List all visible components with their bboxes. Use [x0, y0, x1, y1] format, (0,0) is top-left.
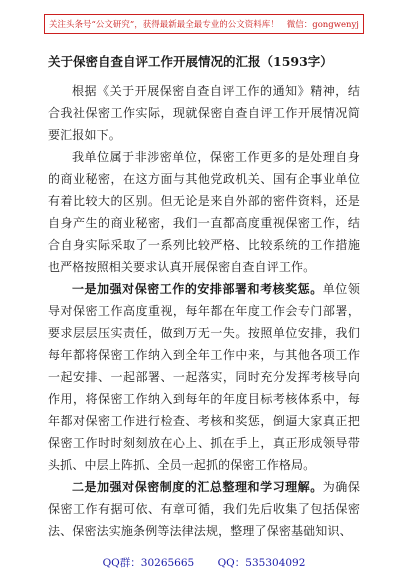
- document-body: [48, 54, 360, 542]
- paragraph-point-1: [48, 278, 360, 476]
- banner-wechat: 微信：gongwenyj: [286, 20, 359, 30]
- paragraph-point-2: [48, 476, 360, 542]
- paragraph-text: 单位领导对保密工作高度重视，每年都在年度工作会专门部署，要求层层压实责任，做到万无一失。按照单位安排，我们每年都将保密工作纳入到全年工作中来，与其他各项工作一起安排、一起部署、一起落实，同时充分发挥考核导向作用，将保密工作纳入到每年的年度目标考核体系中，每年都对保密工作进行检查、考核和奖惩，倒逼大家真正把保密工作时时刻刻放在心上、抓在手上，真正形成领导带头抓、中层上阵抓、全员一起抓的保密工作格局。: [48, 282, 360, 472]
- footer-qq: QQ：535304092: [217, 557, 306, 569]
- header-banner: [44, 14, 364, 34]
- paragraph-text: 根据《关于开展保密自查自评工作的通知》精神，结合我社保密工作实际，现就保密自查自评工作开展情况简要汇报如下。: [48, 84, 360, 142]
- paragraph-text: 我单位属于非涉密单位，保密工作更多的是处理自身的商业秘密，在这方面与其他党政机关、国有企事业单位有着比较大的区别。但无论是来自外部的密件资料，还是自身产生的商业秘密，我们一直都高度重视保密工作，结合自身实际采取了一系列比较严格、比较系统的工作措施也严格按照相关要求认真开展保密自查自评工作。: [48, 150, 360, 274]
- footer-contacts: [0, 555, 408, 570]
- paragraph-lead: 二是加强对保密制度的汇总整理和学习理解。: [72, 480, 323, 494]
- paragraph-text: 为确保保密工作有据可依、有章可循，我们先后收集了包括保密法、保密法实施条例等法律法规，整理了保密基础知识、: [48, 480, 360, 538]
- paragraph-lead: 一是加强对保密工作的安排部署和考核奖惩。: [72, 282, 323, 296]
- paragraph-background: [48, 146, 360, 278]
- footer-qq-group: QQ群：30265665: [102, 557, 195, 569]
- banner-slogan: 关注头条号“公文研究”，获得最新最全最专业的公文资料库！: [49, 20, 279, 30]
- document-title: 关于保密自查自评工作开展情况的汇报（1593字）: [48, 54, 333, 69]
- paragraph-intro: [48, 80, 360, 146]
